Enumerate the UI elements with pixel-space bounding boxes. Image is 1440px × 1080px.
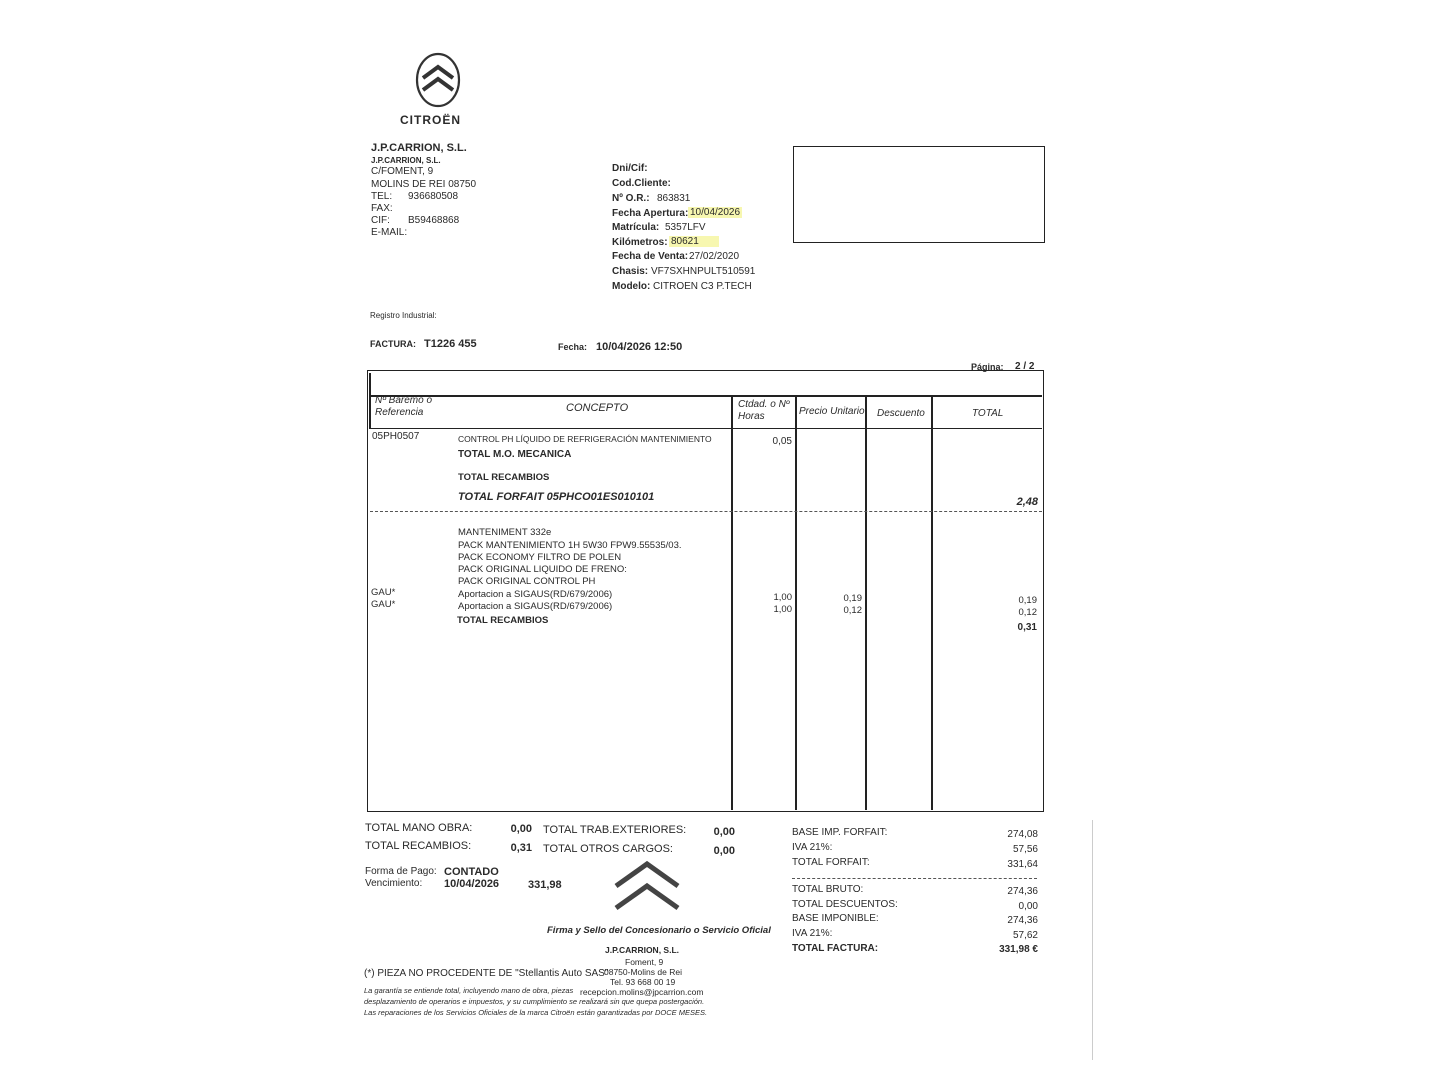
pieza-note: (*) PIEZA NO PROCEDENTE DE "Stellantis Auto SAS" [364, 968, 609, 979]
item-qty: 1,00 [773, 604, 792, 615]
forma-pago: CONTADO [444, 866, 499, 878]
header-ref: Nº Baremo o Referencia [375, 395, 433, 418]
company-cif-label: CIF: [371, 215, 390, 226]
company-subname: J.P.CARRION, S.L. [371, 156, 441, 165]
stamp-tel: Tel. 93 668 00 19 [610, 977, 676, 987]
pack-line: PACK MANTENIMIENTO 1H 5W30 FPW9.55535/03. [458, 540, 682, 551]
modelo-label: Modelo: [612, 281, 651, 292]
base-imponible: 274,36 [1007, 915, 1038, 926]
chasis-label: Chasis: [612, 266, 649, 277]
item-total: 0,12 [1018, 607, 1037, 618]
vencimiento-fecha: 10/04/2026 [444, 878, 500, 890]
header-total: TOTAL [972, 408, 1004, 419]
stamp-street: Foment, 9 [625, 957, 664, 967]
header-descuento: Descuento [877, 408, 925, 419]
total-bruto: 274,36 [1007, 886, 1038, 897]
base-forfait: 274,08 [1007, 829, 1038, 840]
pack-line: PACK ECONOMY FILTRO DE POLEN [458, 552, 622, 563]
company-city: MOLINS DE REI 08750 [371, 179, 477, 190]
total-descuentos: 0,00 [1018, 901, 1038, 912]
total-recambios-label: TOTAL RECAMBIOS: [365, 840, 472, 852]
company-tel-label: TEL: [371, 191, 393, 202]
cod-cliente-label: Cod.Cliente: [612, 178, 671, 189]
vencimiento-importe: 331,98 [528, 879, 562, 891]
iva1: 57,56 [1012, 844, 1038, 855]
pagina-label: Página: [971, 362, 1004, 372]
totals-separator [792, 878, 1037, 879]
row-ref: 05PH0507 [372, 431, 420, 442]
firma-sello: Firma y Sello del Concesionario o Servicio Oficial [547, 925, 771, 936]
item-ref: GAU* [371, 587, 396, 598]
row-qty: 0,05 [772, 436, 792, 447]
brand-name: CITROËN [400, 113, 461, 127]
recambios-total-value: 0,31 [1017, 622, 1037, 633]
total-mo-mecanica: TOTAL M.O. MECANICA [458, 449, 572, 460]
header-precio: Precio Unitario [799, 406, 865, 417]
iva1-label: IVA 21%: [792, 842, 833, 853]
company-street: C/FOMENT, 9 [371, 166, 434, 177]
total-mano-obra: 0,00 [510, 823, 532, 835]
base-imponible-label: BASE IMPONIBLE: [792, 913, 879, 924]
item-total: 0,19 [1018, 595, 1037, 606]
chasis-value: VF7SXHNPULT510591 [651, 266, 756, 277]
garantia-line: desplazamiento de operarios e impuestos, y su cumplimiento se realizará sin que quepa postergación. [364, 997, 705, 1006]
company-fax-label: FAX: [371, 203, 393, 214]
vencimiento-label: Vencimiento: [365, 878, 423, 889]
company-cif: B59468868 [408, 215, 460, 226]
item-concept: Aportacion a SIGAUS(RD/679/2006) [458, 589, 613, 600]
table-separator [370, 511, 1042, 512]
iva2: 57,62 [1012, 930, 1038, 941]
stamp-city: 08750-Molins de Rei [604, 967, 682, 977]
factura-number: T1226 455 [424, 338, 477, 350]
venta-label: Fecha de Venta: [612, 251, 689, 262]
citroen-logo-icon [408, 50, 468, 110]
km-label: Kilómetros: [612, 237, 668, 248]
iva2-label: IVA 21%: [792, 928, 833, 939]
km-value: 80621 [669, 236, 719, 247]
total-mano-obra-label: TOTAL MANO OBRA: [365, 822, 473, 834]
total-recambios: 0,31 [510, 842, 532, 854]
total-forfait-label: TOTAL FORFAIT: [792, 857, 870, 868]
fecha-label: Fecha: [558, 342, 588, 352]
forma-pago-label: Forma de Pago: [365, 866, 437, 877]
scan-edge [1092, 820, 1093, 1060]
header-concepto: CONCEPTO [566, 402, 629, 414]
garantia-line: Las reparaciones de los Servicios Oficiales de la marca Citroën están garantizadas por DOCE MESES. [364, 1008, 708, 1017]
item-ref: GAU* [371, 599, 396, 610]
registro-label: Registro Industrial: [370, 311, 437, 320]
pack-line: PACK ORIGINAL LIQUIDO DE FRENO: [458, 564, 627, 575]
forfait-total-value: 2,48 [1016, 496, 1038, 508]
total-factura: 331,98 € [999, 944, 1038, 955]
total-factura-label: TOTAL FACTURA: [792, 943, 879, 954]
base-forfait-label: BASE IMP. FORFAIT: [792, 827, 888, 838]
total-bruto-label: TOTAL BRUTO: [792, 884, 864, 895]
total-forfait-value: 331,64 [1007, 859, 1038, 870]
company-tel: 936680508 [408, 191, 459, 202]
address-box [793, 146, 1045, 243]
fecha-value: 10/04/2026 12:50 [596, 341, 683, 353]
stamp-logo-icon [612, 858, 682, 922]
or-value: 863831 [657, 193, 691, 204]
or-label: Nº O.R.: [612, 193, 650, 204]
total-forfait: TOTAL FORFAIT 05PHCO01ES010101 [458, 491, 655, 503]
row-concept: CONTROL PH LÍQUIDO DE REFRIGERACIÓN MANTENIMIENTO [458, 434, 712, 444]
matricula-label: Matrícula: [612, 222, 660, 233]
header-cantidad: Ctdad. o Nº Horas [738, 399, 790, 422]
total-otros: 0,00 [713, 845, 735, 857]
dni-label: Dni/Cif: [612, 163, 648, 174]
modelo-value: CITROEN C3 P.TECH [653, 281, 752, 292]
total-descuentos-label: TOTAL DESCUENTOS: [792, 899, 898, 910]
matricula-value: 5357LFV [665, 222, 706, 233]
item-price: 0,19 [843, 593, 862, 604]
stamp-name: J.P.CARRION, S.L. [605, 945, 679, 955]
total-recambios-2: TOTAL RECAMBIOS [457, 615, 549, 626]
item-concept: Aportacion a SIGAUS(RD/679/2006) [458, 601, 613, 612]
factura-label: FACTURA: [370, 339, 416, 349]
pack-line: MANTENIMENT 332e [458, 527, 552, 538]
item-qty: 1,00 [773, 592, 792, 603]
stamp-email: recepcion.molins@jpcarrion.com [580, 987, 704, 997]
pagina-value: 2 / 2 [1015, 361, 1035, 372]
item-price: 0,12 [843, 605, 862, 616]
company-name: J.P.CARRION, S.L. [371, 142, 467, 154]
total-trab-ext-label: TOTAL TRAB.EXTERIORES: [543, 824, 687, 836]
garantia-line: La garantía se entiende total, incluyendo mano de obra, piezas [364, 986, 574, 995]
company-email-label: E-MAIL: [371, 227, 408, 238]
total-trab-ext: 0,00 [713, 826, 735, 838]
venta-value: 27/02/2020 [689, 251, 740, 262]
apertura-label: Fecha Apertura: [612, 208, 689, 219]
total-recambios-1: TOTAL RECAMBIOS [458, 472, 550, 483]
pack-line: PACK ORIGINAL CONTROL PH [458, 576, 596, 587]
apertura-value: 10/04/2026 [690, 207, 741, 218]
total-otros-label: TOTAL OTROS CARGOS: [543, 843, 673, 855]
